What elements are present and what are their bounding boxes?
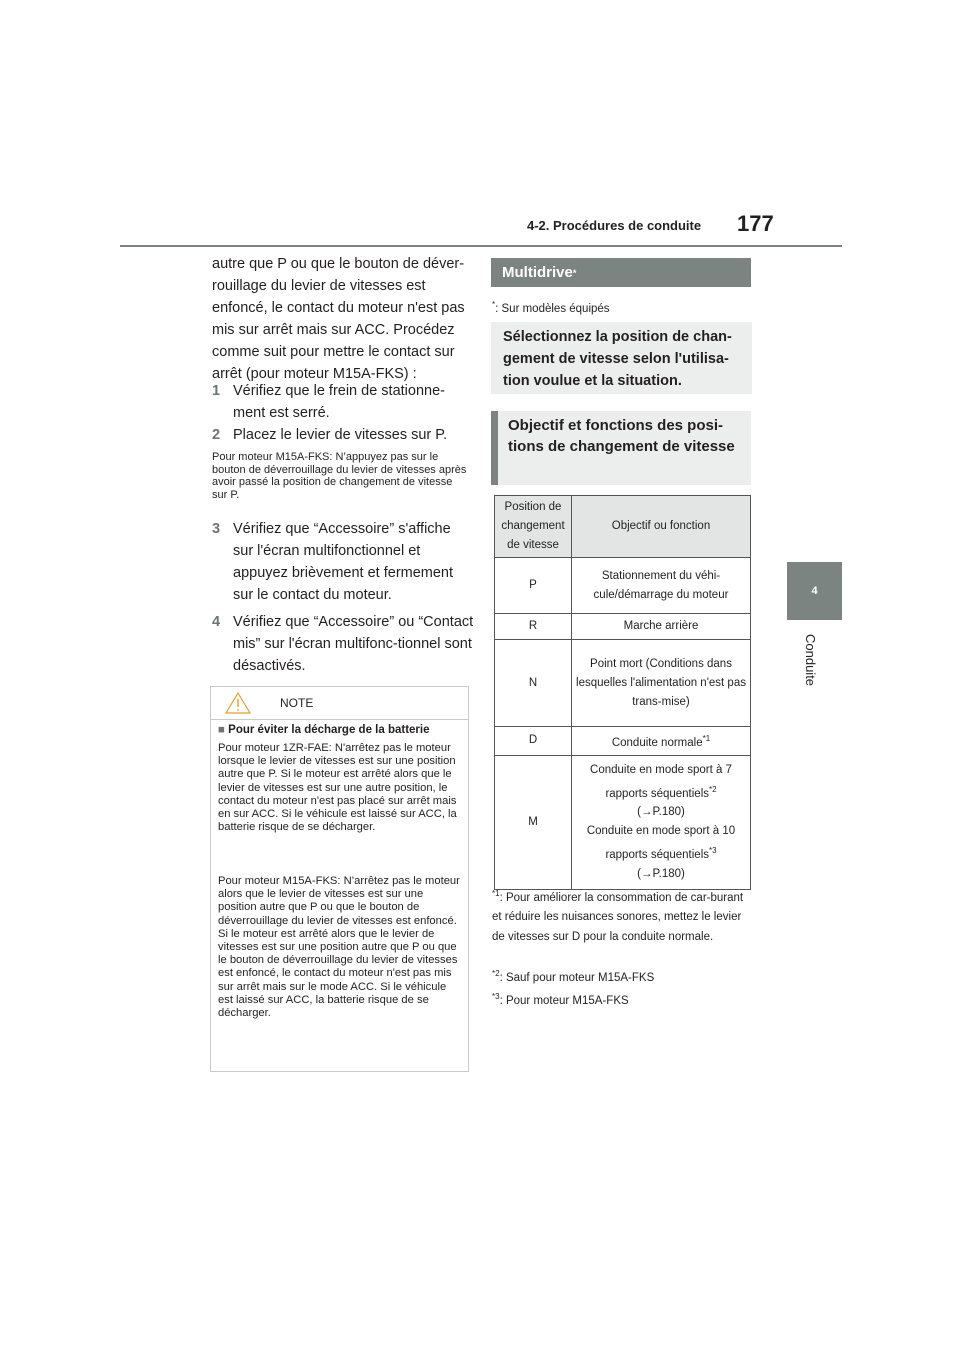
- step-number: 2: [212, 427, 221, 443]
- step-3: [212, 518, 474, 606]
- position-cell: D: [495, 727, 572, 756]
- function-cell: Stationnement du véhi-cule/démarrage du moteur: [572, 558, 751, 614]
- footnote-mark: *2: [492, 969, 500, 978]
- table-header-row: [495, 496, 751, 558]
- page-number: 177: [737, 211, 774, 236]
- equipped-note-text: : Sur modèles équipés: [495, 302, 610, 315]
- footnote-mark: *1: [702, 734, 711, 743]
- note-subtitle-text: Pour éviter la décharge de la batterie: [228, 724, 430, 736]
- header-divider: [120, 245, 842, 247]
- multidrive-heading: [491, 258, 751, 287]
- function-cell: [572, 755, 751, 889]
- step-text: Vérifiez que le frein de stationne-ment est serré.: [233, 383, 445, 421]
- step-1: [212, 380, 474, 424]
- gear-position-table: [494, 495, 751, 890]
- function-cell: Point mort (Conditions dans lesquelles l'alimentation n'est pas trans-mise): [572, 640, 751, 727]
- footnote-1: [492, 884, 752, 947]
- footnote-mark: *3: [492, 992, 500, 1001]
- square-bullet-icon: ■: [218, 724, 225, 736]
- instruction-box: Sélectionnez la position de chan-gement de vitesse selon l'utilisa-tion voulue et la situation.: [491, 322, 752, 394]
- step-number: 4: [212, 614, 221, 630]
- position-cell: R: [495, 614, 572, 640]
- position-cell: M: [495, 755, 572, 889]
- engine-note: Pour moteur M15A-FKS: N’appuyez pas sur le bouton de déverrouillage du levier de vitesses après avoir passé la position de changement de vitesse sur P.: [212, 451, 467, 501]
- footnote-mark: *: [572, 267, 577, 278]
- function-cell: Marche arrière: [572, 614, 751, 640]
- position-cell: N: [495, 640, 572, 727]
- chapter-tab[interactable]: 4: [787, 562, 842, 620]
- table-row: [495, 640, 751, 727]
- multidrive-title: Multidrive: [502, 264, 573, 281]
- note-subtitle: [218, 724, 430, 736]
- step-number: 3: [212, 521, 221, 537]
- note-paragraph-1: Pour moteur 1ZR-FAE: N'arrêtez pas le moteur lorsque le levier de vitesses est sur une position autre que P. Si le moteur est arrêté alors que le levier de vitesses est sur une autre position, le contact du moteur n'est pas placé sur arrêt mais en sur ACC. Si le véhicule est laissé sur ACC, la batterie risque de se décharger.: [218, 742, 457, 834]
- step-number: 1: [212, 383, 221, 399]
- footnote-2: [492, 964, 752, 988]
- footnote-mark: *3: [709, 846, 717, 856]
- note-box: [210, 686, 469, 1072]
- footnote-text: : Sauf pour moteur M15A-FKS: [499, 971, 655, 984]
- footnote-mark: *: [492, 300, 496, 309]
- section-header-title: 4-2. Procédures de conduite: [527, 218, 702, 233]
- footnote-mark: *1: [492, 889, 500, 898]
- position-cell: P: [495, 558, 572, 614]
- page-reference-link[interactable]: (→P.180): [637, 868, 685, 881]
- table-row: [495, 727, 751, 756]
- step-text: Placez le levier de vitesses sur P.: [233, 427, 448, 443]
- intro-paragraph: autre que P ou que le bouton de déver-rouillage du levier de vitesses est enfoncé, le contact du moteur n'est pas mis sur arrêt mais sur ACC. Procédez comme suit pour mettre le contact sur arrêt (pour moteur M15A-FKS) :: [212, 256, 465, 382]
- footnote-text: : Pour moteur M15A-FKS: [499, 994, 629, 1007]
- footnote-mark: *2: [709, 784, 717, 794]
- function-text: Conduite en mode sport à 7 rapports séquentiels: [590, 763, 732, 800]
- note-header: [211, 687, 468, 720]
- step-4: [212, 611, 474, 677]
- table-row: [495, 614, 751, 640]
- step-text: Vérifiez que “Accessoire” ou “Contact mis” sur l'écran multifonc-tionnel sont désactivés.: [233, 614, 474, 674]
- step-text: Vérifiez que “Accessoire” s'affiche sur l'écran multifonctionnel et appuyez brièvement et fermement sur le contact du moteur.: [233, 521, 454, 603]
- footnote-3: [492, 987, 752, 1011]
- footnote-text: : Pour améliorer la consommation de car-burant et réduire les nuisances sonores, mettez le levier de vitesses sur D pour la conduite normale.: [492, 891, 744, 943]
- page-reference-link[interactable]: (→P.180): [637, 806, 685, 819]
- note-label: NOTE: [280, 696, 314, 710]
- subsection-heading: Objectif et fonctions des posi-tions de changement de vitesse: [491, 411, 751, 485]
- equipped-note: [492, 300, 610, 315]
- table-header-function: Objectif ou fonction: [572, 496, 751, 558]
- function-text: Conduite normale: [611, 736, 703, 749]
- chapter-tab-label: Conduite: [803, 634, 818, 687]
- function-text: Conduite en mode sport à 10 rapports séquentiels: [586, 825, 736, 862]
- function-cell: [572, 727, 751, 756]
- table-row: [495, 755, 751, 889]
- step-2: [212, 424, 474, 446]
- note-paragraph-2: Pour moteur M15A-FKS: N’arrêtez pas le moteur alors que le levier de vitesses est sur une position autre que P ou que le bouton de déverrouillage du levier de vitesses est enfoncé. Si le moteur est arrêté alors que le levier de vitesses est sur une position autre que P ou que le bouton de déverrouillage du levier de vitesses est enfoncé, le contact du moteur n'est pas mis sur arrêt mais sur le mode ACC. Si le véhicule est laissé sur ACC, la batterie risque de se décharger.: [218, 875, 460, 1020]
- table-header-position: Position de changement de vitesse: [495, 496, 572, 558]
- table-row: [495, 558, 751, 614]
- warning-triangle-icon: [225, 692, 251, 719]
